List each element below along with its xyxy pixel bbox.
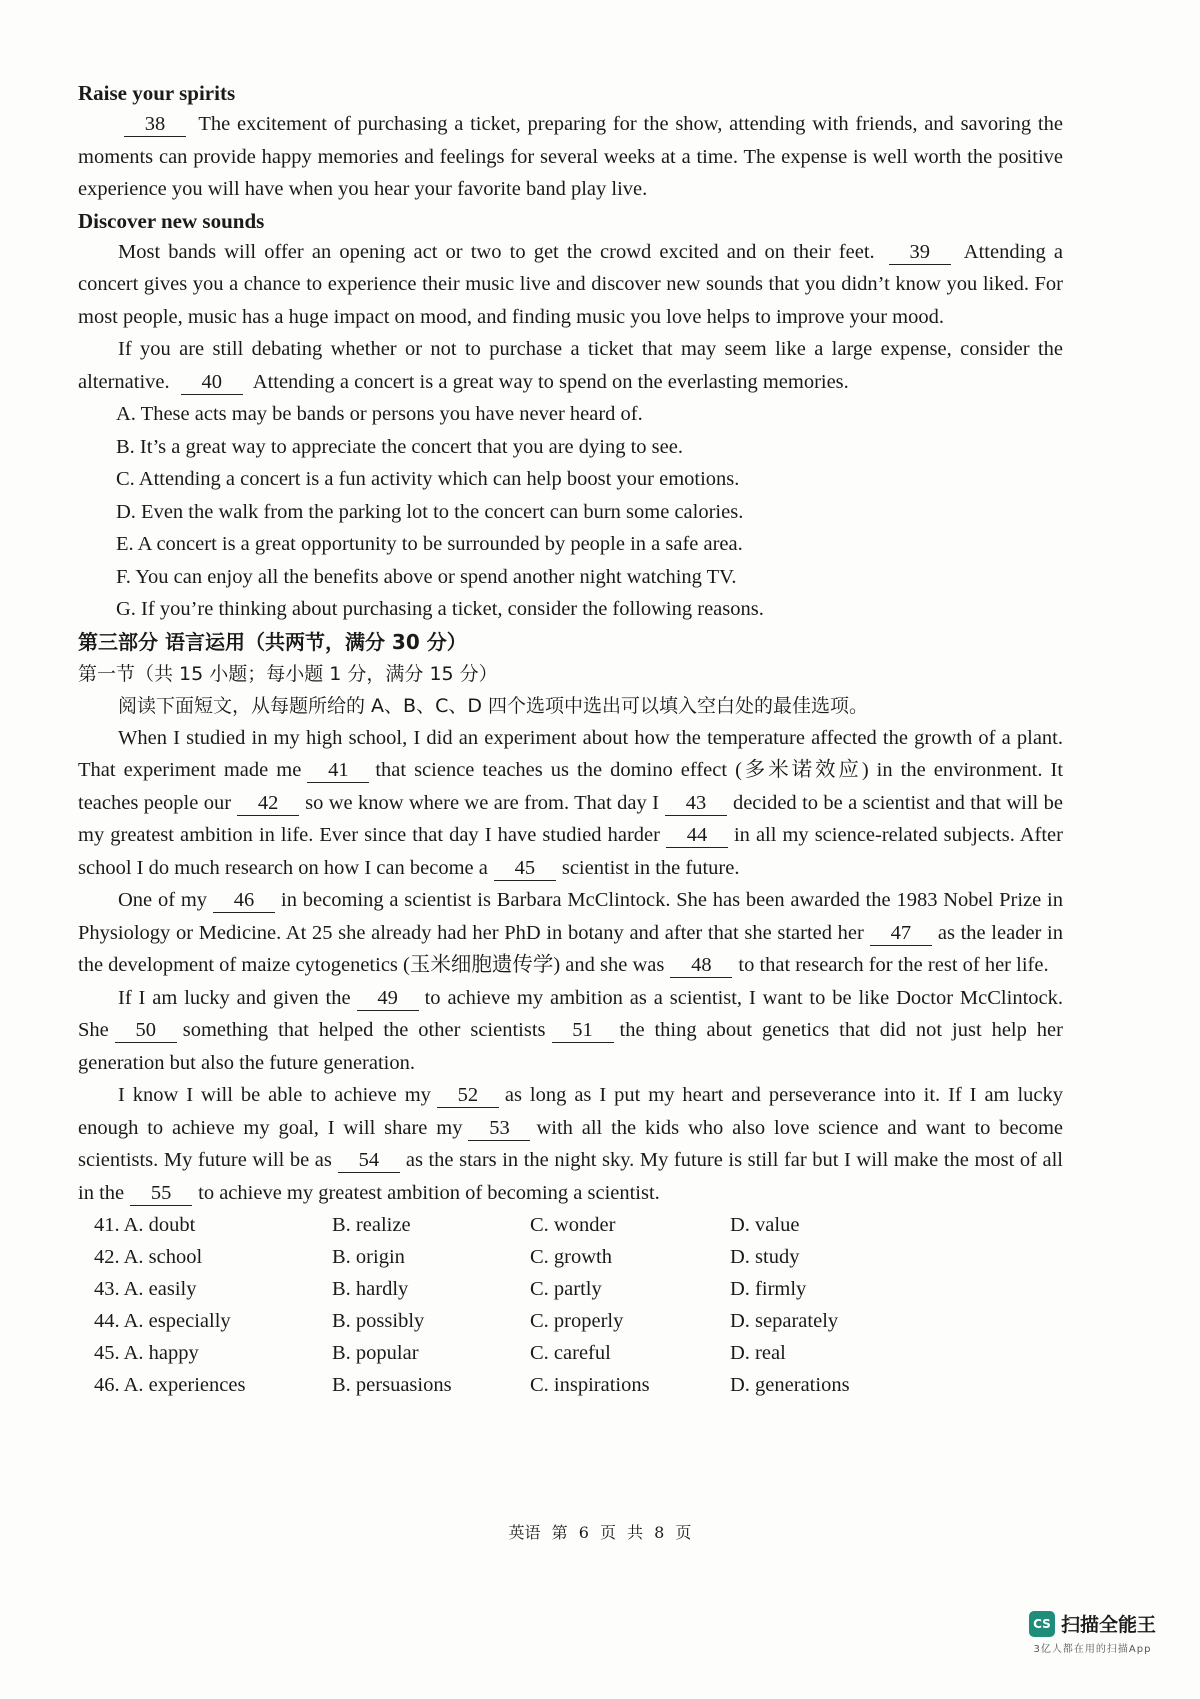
option-g: G. If you’re thinking about purchasing a ticket, consider the following reasons. [116,598,764,620]
part3-title: 第三部分 语言运用（共两节，满分 30 分） [78,629,467,654]
blank-39: 39 [889,240,951,265]
blank-44: 44 [666,823,728,848]
blank-43: 43 [665,791,727,816]
q43-d: D. firmly [730,1278,807,1300]
blank-42: 42 [237,791,299,816]
paragraph-alternative: If you are still debating whether or not to purchase a ticket that may seem like a large expense, consider the alternative. 40 Attending a concert is a great way to spend on the everlasting memories. [78,338,1063,393]
watermark-subtitle: 3亿人都在用的扫描App [1033,1644,1152,1655]
seven-options-list [116,398,1063,626]
page-footer: 英语 第 6 页 共 8 页 [508,1523,692,1542]
q42-c: C. growth [530,1246,612,1268]
q45-a: 45. A. happy [94,1342,199,1364]
q44-a: 44. A. especially [94,1310,231,1332]
q42-a: 42. A. school [94,1246,203,1268]
instruction: 阅读下面短文，从每题所给的 A、B、C、D 四个选项中选出可以填入空白处的最佳选项。 [118,694,869,717]
blank-51: 51 [552,1018,614,1043]
blank-41: 41 [307,758,369,783]
q41-c: C. wonder [530,1214,616,1236]
cloze-paragraph-3: If I am lucky and given the 49 to achieve my ambition as a scientist, I want to be like Doctor McClintock. She 50 something that helped the other scientists 51 the thing about genetics that did not just help her generation but also the future generation. [78,986,1063,1074]
paragraph-discover: Most bands will offer an opening act or two to get the crowd excited and on their feet. 39 Attending a concert gives you a chance to experience their music live and discover new sounds that you didn’t know you liked. For most people, music has a huge impact on mood, and finding music you love helps to improve your mood. [78,240,1064,328]
q41-d: D. value [730,1214,800,1236]
option-b: B. It’s a great way to appreciate the concert that you are dying to see. [116,435,683,458]
scanner-watermark [1029,1610,1156,1655]
q43-c: C. partly [530,1278,602,1300]
option-a: A. These acts may be bands or persons you have never heard of. [116,403,643,425]
exam-page [78,78,1063,1401]
section-heading-discover: Discover new sounds [78,208,265,233]
q41-b: B. realize [332,1214,411,1236]
option-f: F. You can enjoy all the benefits above or spend another night watching TV. [116,565,737,588]
blank-48: 48 [670,953,732,978]
paragraph-raise: 38 The excitement of purchasing a ticket, preparing for the show, attending with friends, and savoring the moments can provide happy memories and feelings for several weeks at a time. The expense is well worth the positive experience you will have when you hear your favorite band play live. [78,113,1063,200]
q43-a: 43. A. easily [94,1278,197,1300]
blank-55: 55 [130,1181,192,1206]
blank-52: 52 [437,1083,499,1108]
blank-50: 50 [115,1018,177,1043]
watermark-name: 扫描全能王 [1060,1614,1156,1636]
blank-49: 49 [357,986,419,1011]
blank-53: 53 [468,1116,530,1141]
q46-c: C. inspirations [530,1374,650,1396]
q42-d: D. study [730,1246,800,1268]
q43-b: B. hardly [332,1278,409,1300]
camscanner-logo-icon: CS [1029,1611,1055,1637]
blank-46: 46 [213,888,275,913]
q44-b: B. possibly [332,1310,425,1332]
cloze-paragraph-2: One of my 46 in becoming a scientist is Barbara McClintock. She has been awarded the 1983 Nobel Prize in Physiology or Medicine. At 25 she already had her PhD in botany and after that she started her 47 as the leader in the development of maize cytogenetics (玉米细胞遗传学) and she was 48 to that research for the rest of her life. [78,889,1063,976]
q46-b: B. persuasions [332,1374,452,1396]
option-e: E. A concert is a great opportunity to be surrounded by people in a safe area. [116,533,743,555]
option-d: D. Even the walk from the parking lot to the concert can burn some calories. [116,500,744,523]
option-c: C. Attending a concert is a fun activity which can help boost your emotions. [116,468,740,490]
q45-b: B. popular [332,1342,419,1364]
blank-47: 47 [870,921,932,946]
blank-54: 54 [338,1148,400,1173]
q45-c: C. careful [530,1342,611,1364]
blank-40: 40 [181,370,243,395]
cloze-paragraph-1: When I studied in my high school, I did an experiment about how the temperature affected the growth of a plant. That experiment made me 41 that science teaches us the domino effect (多米诺效应) in the environment. It teaches people our 42 so we know where we are from. That day I 43 decided to be a scientist and that will be my greatest ambition in life. Ever since that day I have studied harder 44 in all my science-related subjects. After school I do much research on how I can become a 45 scientist in the future. [78,726,1064,879]
blank-38: 38 [124,112,186,137]
section1-title: 第一节（共 15 小题；每小题 1 分，满分 15 分） [78,662,498,685]
q44-d: D. separately [730,1310,839,1332]
q46-a: 46. A. experiences [94,1374,246,1396]
section-heading-raise: Raise your spirits [78,81,236,105]
q46-d: D. generations [730,1374,850,1396]
q45-d: D. real [730,1342,786,1364]
q41-a: 41. A. doubt [94,1214,196,1236]
q44-c: C. properly [530,1310,624,1332]
cloze-paragraph-4: I know I will be able to achieve my 52 as long as I put my heart and perseverance into it. If I am lucky enough to achieve my goal, I will share my 53 with all the kids who also love science and want to become scientists. My future will be as 54 as the stars in the night sky. My future is still far but I will make the most of all in the 55 to achieve my greatest ambition of becoming a scientist. [78,1084,1064,1204]
q42-b: B. origin [332,1246,405,1268]
question-options-grid [94,1209,1063,1401]
blank-45: 45 [494,856,556,881]
